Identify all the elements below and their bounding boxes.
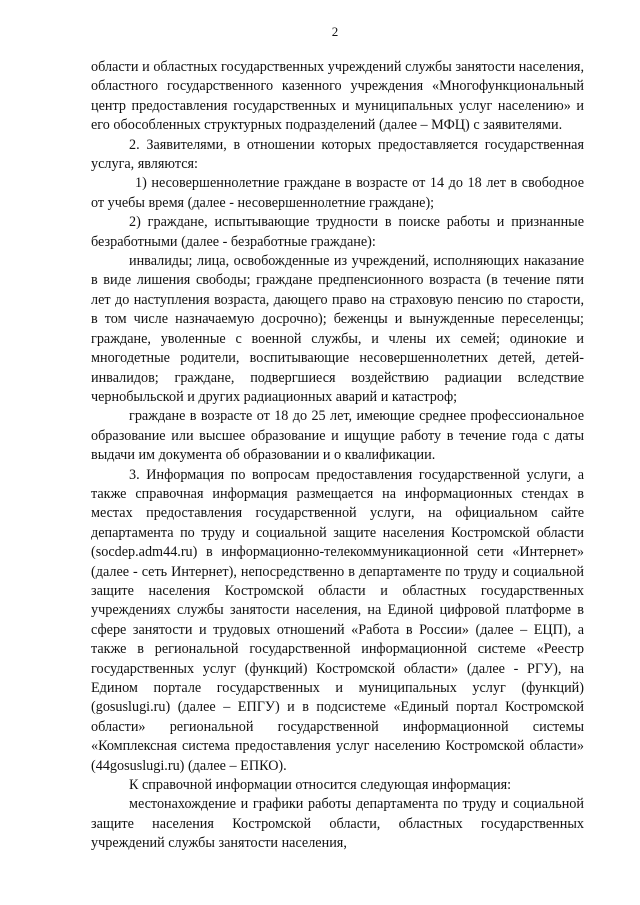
document-body xyxy=(91,58,584,854)
paragraph: 2. Заявителями, в отношении которых предоставляется государственная услуга, являются: xyxy=(91,136,584,173)
paragraph: инвалиды; лица, освобожденные из учреждений, исполняющих наказание в виде лишения свободы; граждане предпенсионного возраста (в течение пяти лет до наступления возраста, дающего право на страховую пенсию по старости, в том числе назначаемую досрочно); беженцы и вынужденные переселенцы; граждане, уволенные с военной службы, и члены их семей; одинокие и многодетные родители, воспитывающие несовершеннолетних детей, детей-инвалидов; граждане, подвергшиеся воздействию радиации вследствие чернобыльской и других радиационных аварий и катастроф; xyxy=(91,253,584,405)
paragraph: местонахождение и графики работы департамента по труду и социальной защите населения Костромской области, областных государственных учреждений службы занятости населения, xyxy=(91,796,584,852)
paragraph: области и областных государственных учреждений службы занятости населения, областного государственного казенного учреждения «Многофункциональный центр предоставления государственных и муниципальных услуг населению» и его обособленных структурных подразделений (далее – МФЦ) с заявителями. xyxy=(91,59,584,134)
paragraph: 1) несовершеннолетние граждане в возрасте от 14 до 18 лет в свободное от учебы время (далее - несовершеннолетние граждане); xyxy=(91,175,584,211)
paragraph: 3. Информация по вопросам предоставления государственной услуги, а также справочная информация размещается на информационных стендах в местах предоставления государственной услуги, на официальном сайте департамента по труду и социальной защите населения Костромской области (socdep.adm44.ru) в информационно-телекоммуникационной сети «Интернет» (далее - сеть Интернет), непосредственно в департаменте по труду и социальной защите населения Костромской области и областных государственных учреждениях службы занятости населения, на Единой цифровой платформе в сфере занятости и трудовых отношений «Работа в России» (далее – ЕЦП), а также в региональной государственной информационной системе «Реестр государственных услуг (функций) Костромской области» (далее - РГУ), на Едином портале государственных и муниципальных услуг (функций) (gosuslugi.ru) (далее – ЕПГУ) и в подсистеме «Единый портал Костромской области» региональной государственной информационной системы «Комплексная система предоставления услуг населению Костромской области» (44gosuslugi.ru) (далее – ЕПКО). xyxy=(91,466,584,774)
paragraph: К справочной информации относится следующая информация: xyxy=(129,777,512,794)
page-number: 2 xyxy=(331,24,339,39)
paragraph: 2) граждане, испытывающие трудности в поиске работы и признанные безработными (далее - безработные граждане): xyxy=(91,214,584,250)
paragraph: граждане в возрасте от 18 до 25 лет, имеющие среднее профессиональное образование или высшее образование и ищущие работу в течение года с даты выдачи им документа об образовании и о квалификации. xyxy=(91,408,584,464)
